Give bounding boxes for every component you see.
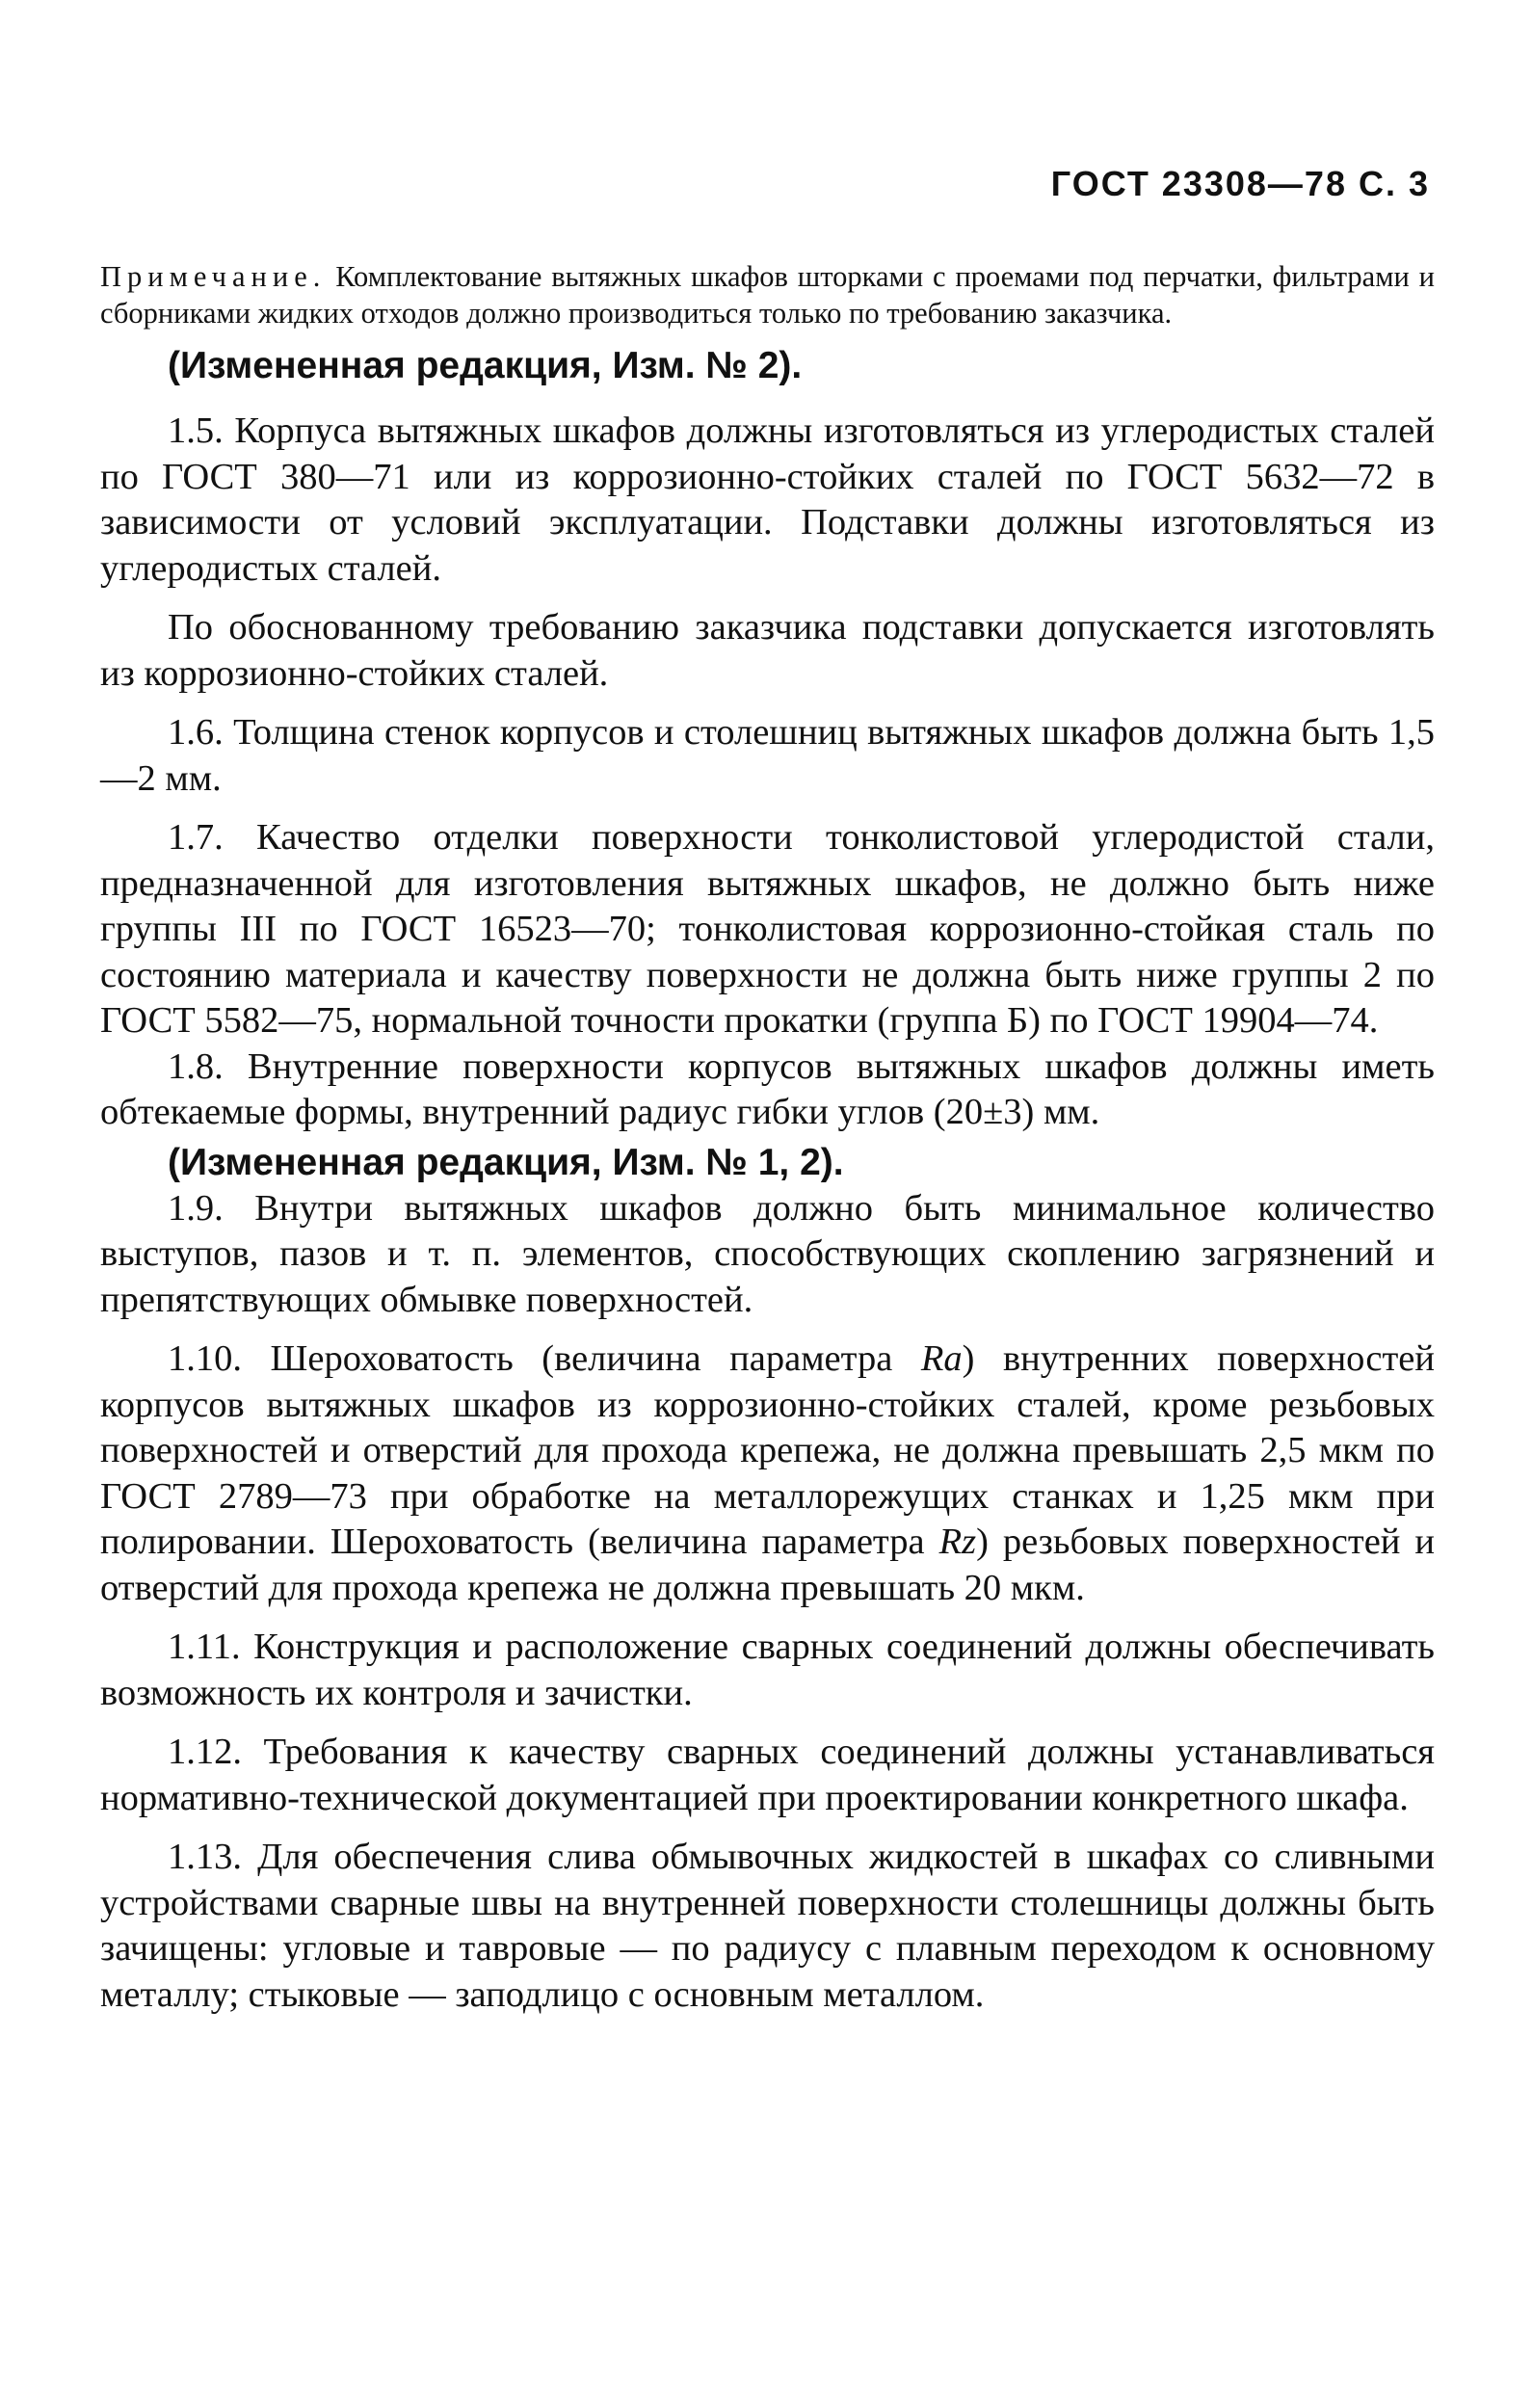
note xyxy=(100,258,1435,331)
note-label: Примечание. xyxy=(100,260,327,293)
clause-1-12: 1.12. Требования к качеству сварных соединений должны устанавливаться нормативно-технической документацией при проектировании конкретного шкафа. xyxy=(100,1732,1435,1818)
clause-1-8: 1.8. Внутренние поверхности корпусов вытяжных шкафов должны иметь обтекаемые формы, внутренний радиус гибки углов (20±3) мм. xyxy=(100,1045,1435,1132)
note-text: Комплектование вытяжных шкафов шторками с проемами под перчатки, фильтрами и сборниками жидких отходов должно производиться только по требованию заказчика. xyxy=(100,260,1436,330)
page-header: ГОСТ 23308—78 С. 3 xyxy=(1050,164,1430,203)
clause-1-7: 1.7. Качество отделки поверхности тонколистовой углеродистой стали, предназначенной для изготовления вытяжных шкафов, не должно быть ниже группы III по ГОСТ 16523—70; тонколистовая коррозионно-стойкая сталь по состоянию материала и качеству поверхности не должна быть ниже группы 2 по ГОСТ 5582—75, нормальной точности прокатки (группа Б) по ГОСТ 19904—74. xyxy=(100,817,1435,1041)
ra-symbol: Ra xyxy=(920,1338,963,1379)
clause-1-6: 1.6. Толщина стенок корпусов и столешниц вытяжных шкафов должна быть 1,5—2 мм. xyxy=(100,712,1435,799)
document-body xyxy=(100,258,1435,2018)
clause-1-5: 1.5. Корпуса вытяжных шкафов должны изготовляться из углеродистых сталей по ГОСТ 380—71 или из коррозионно-стойких сталей по ГОСТ 5632—72 в зависимости от условий эксплуатации. Подставки должны изготовляться из углеродистых сталей. xyxy=(100,410,1435,589)
clause-1-10 xyxy=(100,1336,1435,1611)
clause-1-9: 1.9. Внутри вытяжных шкафов должно быть минимальное количество выступов, пазов и т. п. элементов, способствующих скоплению загрязнений и препятствующих обмывке поверхностей. xyxy=(100,1187,1435,1320)
amendment-note: (Измененная редакция, Изм. № 2). xyxy=(168,345,803,386)
clause-1-10-part-c: ) резьбовых поверхностей и отверстий для прохода крепежа не должна превышать 20 мкм. xyxy=(100,1522,1435,1608)
clause-1-13: 1.13. Для обеспечения слива обмывочных жидкостей в шкафах со сливными устройствами сварные швы на внутренней поверхности столешницы должны быть зачищены: угловые и тавровые — по радиусу с плавным переходом к основному металлу; стыковые — заподлицо с основным металлом. xyxy=(100,1837,1435,2015)
amendment-note-2: (Измененная редакция, Изм. № 1, 2). xyxy=(168,1141,844,1183)
clause-1-11: 1.11. Конструкция и расположение сварных соединений должны обеспечивать возможность их контроля и зачистки. xyxy=(100,1627,1435,1713)
clause-1-5-continued: По обоснованному требованию заказчика подставки допускается изготовлять из коррозионно-стойких сталей. xyxy=(100,607,1435,694)
clause-1-10-part-b: ) внутренних поверхностей корпусов вытяжных шкафов из коррозионно-стойких сталей, кроме резьбовых поверхностей и отверстий для прохода крепежа, не должна превышать 2,5 мкм по ГОСТ 2789—73 при обработке на металлорежущих станках и 1,25 мкм при полировании. Шероховатость (величина параметра xyxy=(100,1338,1435,1562)
rz-symbol: Rz xyxy=(938,1522,977,1562)
clause-1-10-part-a: 1.10. Шероховатость (величина параметра xyxy=(168,1338,921,1379)
